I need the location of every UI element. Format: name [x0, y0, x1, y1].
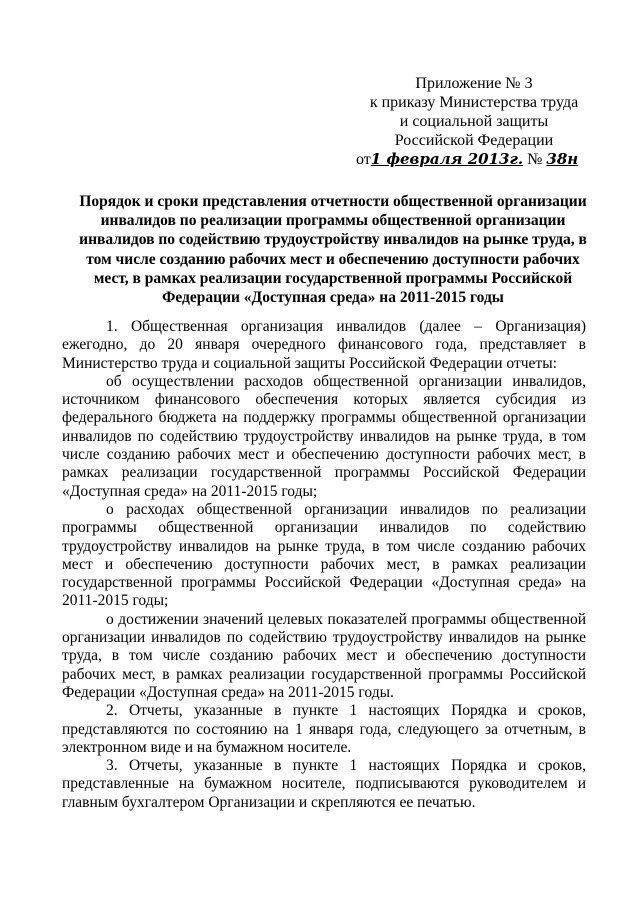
- handwritten-number: 38н: [546, 150, 579, 168]
- appendix-number: Приложение № 3: [415, 75, 533, 92]
- paragraph-report-indicators: о достижении значений целевых показателей программы общественной организации инвалидов по содействию трудоустройству инвалидов на рынке труда, в том числе созданию рабочих мест и обеспечению доступности рабочих мест, в рамках реализации государственной программы Российской Федерации «Доступная среда» на 2011-2015 годы.: [62, 610, 586, 701]
- paragraph-report-expenses-program: о расходах общественной организации инвалидов по реализации программы общественной организации инвалидов по содействию трудоустройству инвалидов на рынке труда, в том числе созданию рабочих мест и обеспечению доступности рабочих мест, в рамках реализации государственной программы Российской Федерации «Доступная среда» на 2011-2015 годы;: [62, 500, 586, 610]
- paragraph-2: 2. Отчеты, указанные в пункте 1 настоящих Порядка и сроков, представляются по состоянию на 1 января года, следующего за отчетным, в электронном виде и на бумажном носителе.: [62, 702, 586, 756]
- number-label: №: [527, 151, 543, 168]
- document-title: Порядок и сроки представления отчетности общественной организации инвалидов по реализации программы общественной организации инвалидов по содействию трудоустройству инвалидов на рынке труда, в том числе созданию рабочих мест и обеспечению доступности рабочих мест, в рамках реализации государственной программы Российской Федерации «Доступная среда» на 2011-2015 годы: [79, 193, 587, 307]
- paragraph-report-expenses-subsidy: об осуществлении расходов общественной организации инвалидов, источником финансового обеспечения которых является субсидия из федерального бюджета на поддержку программы общественной организации инвалидов по содействию трудоустройству инвалидов на рынке труда, в том числе созданию рабочих мест и обеспечению доступности рабочих мест, в рамках реализации государственной программы Российской Федерации «Доступная среда» на 2011-2015 годы;: [62, 372, 586, 500]
- handwritten-date: 1 февраля 2013г.: [370, 150, 524, 168]
- document-body: [62, 318, 586, 812]
- paragraph-1: 1. Общественная организация инвалидов (далее – Организация) ежегодно, до 20 января очередного финансового года, представляет в Министерство труда и социальной защиты Российской Федерации отчеты:: [62, 318, 586, 372]
- order-date-line: [344, 150, 604, 169]
- ministry-name: и социальной защиты: [399, 113, 549, 130]
- order-reference: к приказу Министерства труда: [369, 94, 579, 111]
- approval-block: [344, 74, 604, 169]
- paragraph-3: 3. Отчеты, указанные в пункте 1 настоящих Порядка и сроков, представленные на бумажном носителе, подписываются руководителем и главным бухгалтером Организации и скрепляются ее печатью.: [62, 757, 586, 811]
- country-name: Российской Федерации: [394, 132, 554, 149]
- from-label: от: [356, 151, 371, 168]
